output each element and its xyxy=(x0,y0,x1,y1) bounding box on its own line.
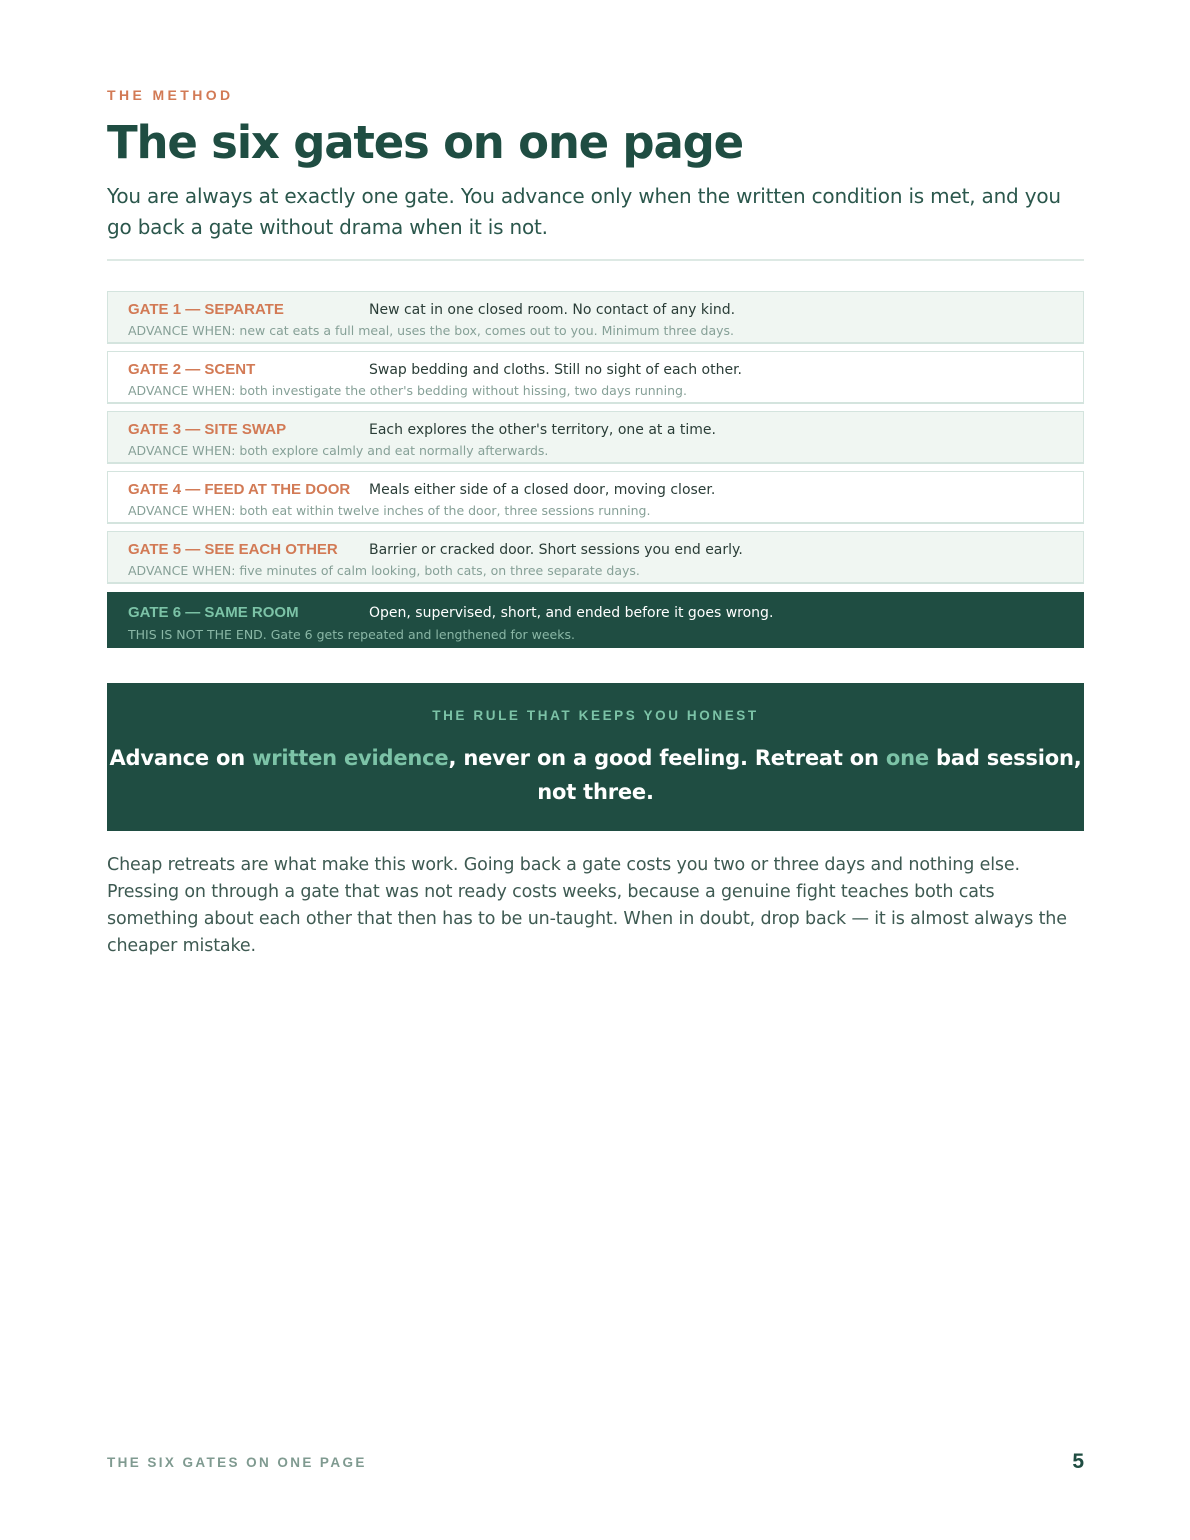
rule-callout xyxy=(107,683,1084,831)
gate-row-6 xyxy=(107,592,1084,648)
gate-description: Each explores the other's territory, one at a time. xyxy=(369,422,716,438)
gates-list xyxy=(107,291,1084,655)
section-eyebrow: THE METHOD xyxy=(107,87,234,103)
divider xyxy=(107,259,1084,261)
gate-row-3 xyxy=(107,411,1084,464)
gate-condition: ADVANCE WHEN: both investigate the other's bedding without hissing, two days running. xyxy=(128,383,687,398)
gate-row-2 xyxy=(107,351,1084,404)
page xyxy=(107,0,1084,1540)
gate-name: GATE 5 — SEE EACH OTHER xyxy=(128,541,338,558)
gate-condition: THIS IS NOT THE END. Gate 6 gets repeated and lengthened for weeks. xyxy=(128,627,575,642)
callout-highlight: written evidence xyxy=(252,746,449,770)
gate-description: Open, supervised, short, and ended before it goes wrong. xyxy=(369,605,774,621)
callout-text-part: bad session, not three. xyxy=(537,746,1082,804)
gate-name: GATE 6 — SAME ROOM xyxy=(128,604,299,621)
lede-paragraph: You are always at exactly one gate. You advance only when the written condition is met, and you go back a gate without drama when it is not. xyxy=(107,184,1061,239)
gate-description: Swap bedding and cloths. Still no sight of each other. xyxy=(369,362,743,378)
gate-description: Meals either side of a closed door, moving closer. xyxy=(369,482,716,498)
gate-row-1 xyxy=(107,291,1084,344)
page-title: The six gates on one page xyxy=(107,116,743,169)
callout-text-part: , never on a good feeling. Retreat on xyxy=(448,746,886,770)
gate-condition: ADVANCE WHEN: both eat within twelve inches of the door, three sessions running. xyxy=(128,503,651,518)
gate-description: Barrier or cracked door. Short sessions you end early. xyxy=(369,542,743,558)
callout-highlight: one xyxy=(885,746,929,770)
gate-condition: ADVANCE WHEN: five minutes of calm looking, both cats, on three separate days. xyxy=(128,563,640,578)
gate-name: GATE 3 — SITE SWAP xyxy=(128,421,287,438)
callout-statement xyxy=(107,741,1084,809)
footer-title: THE SIX GATES ON ONE PAGE xyxy=(107,1455,367,1470)
callout-text-part: Advance on xyxy=(109,746,253,770)
gate-name: GATE 2 — SCENT xyxy=(128,361,256,378)
gate-description: New cat in one closed room. No contact of any kind. xyxy=(369,302,736,318)
callout-eyebrow: THE RULE THAT KEEPS YOU HONEST xyxy=(432,708,759,723)
gate-condition: ADVANCE WHEN: both explore calmly and eat normally afterwards. xyxy=(128,443,549,458)
gate-row-4 xyxy=(107,471,1084,524)
gate-name: GATE 4 — FEED AT THE DOOR xyxy=(128,481,351,498)
gate-name: GATE 1 — SEPARATE xyxy=(128,301,284,318)
body-paragraph: Cheap retreats are what make this work. Going back a gate costs you two or three days and nothing else. Pressing on through a gate that was not ready costs weeks, because a genuine fight teaches both cats something about each other that then has to be un-taught. When in doubt, drop back — it is almost always the cheaper mistake. xyxy=(107,855,1067,956)
gate-condition: ADVANCE WHEN: new cat eats a full meal, uses the box, comes out to you. Minimum three days. xyxy=(128,323,734,338)
gate-row-5 xyxy=(107,531,1084,584)
page-number: 5 xyxy=(1072,1450,1084,1473)
